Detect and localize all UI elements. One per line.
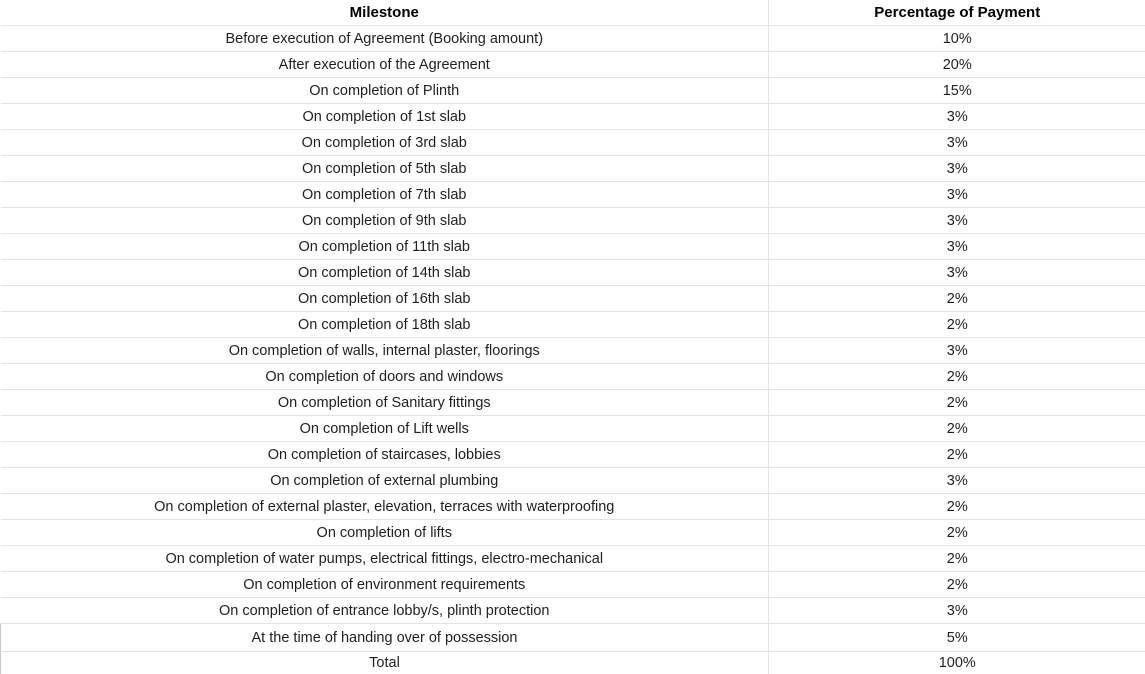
milestone-cell[interactable]: On completion of 7th slab: [1, 182, 769, 208]
milestone-cell[interactable]: On completion of Lift wells: [1, 416, 769, 442]
milestone-cell[interactable]: On completion of doors and windows: [1, 364, 769, 390]
percentage-cell[interactable]: 3%: [769, 598, 1145, 624]
milestone-cell[interactable]: On completion of 14th slab: [1, 260, 769, 286]
table-row: [1, 286, 1145, 312]
header-row: [1, 0, 1145, 26]
percentage-cell[interactable]: 10%: [769, 26, 1145, 52]
table-row: [1, 156, 1145, 182]
milestone-cell[interactable]: On completion of 16th slab: [1, 286, 769, 312]
percentage-cell[interactable]: 3%: [769, 130, 1145, 156]
table-row: [1, 572, 1145, 598]
percentage-cell[interactable]: 3%: [769, 260, 1145, 286]
percentage-cell[interactable]: 3%: [769, 338, 1145, 364]
percentage-cell[interactable]: 20%: [769, 52, 1145, 78]
table-row: [1, 234, 1145, 260]
milestone-cell[interactable]: On completion of 18th slab: [1, 312, 769, 338]
table-row: [1, 78, 1145, 104]
percentage-header[interactable]: Percentage of Payment: [769, 0, 1145, 26]
table-row: [1, 182, 1145, 208]
milestone-cell[interactable]: On completion of water pumps, electrical fittings, electro-mechanical: [1, 546, 769, 572]
milestone-cell[interactable]: On completion of 9th slab: [1, 208, 769, 234]
table-row: [1, 494, 1145, 520]
milestone-cell[interactable]: On completion of 1st slab: [1, 104, 769, 130]
milestone-cell[interactable]: On completion of external plumbing: [1, 468, 769, 494]
table-row: [1, 468, 1145, 494]
percentage-cell[interactable]: 3%: [769, 182, 1145, 208]
table-row: [1, 52, 1145, 78]
table-row: [1, 26, 1145, 52]
percentage-cell[interactable]: 3%: [769, 234, 1145, 260]
table-row: [1, 338, 1145, 364]
table-row: [1, 130, 1145, 156]
percentage-cell[interactable]: 2%: [769, 572, 1145, 598]
percentage-cell[interactable]: 15%: [769, 78, 1145, 104]
table-row: [1, 520, 1145, 546]
table-row: [1, 546, 1145, 572]
percentage-cell[interactable]: 3%: [769, 104, 1145, 130]
milestone-cell[interactable]: On completion of lifts: [1, 520, 769, 546]
table-row: [1, 312, 1145, 338]
percentage-cell[interactable]: 2%: [769, 416, 1145, 442]
milestone-cell[interactable]: On completion of environment requirements: [1, 572, 769, 598]
percentage-cell[interactable]: 2%: [769, 546, 1145, 572]
table-row: [1, 442, 1145, 468]
milestone-cell[interactable]: Before execution of Agreement (Booking amount): [1, 26, 769, 52]
percentage-cell[interactable]: 2%: [769, 390, 1145, 416]
milestone-header[interactable]: Milestone: [1, 0, 769, 26]
percentage-cell[interactable]: 3%: [769, 208, 1145, 234]
percentage-cell[interactable]: 2%: [769, 442, 1145, 468]
milestone-cell[interactable]: On completion of external plaster, elevation, terraces with waterproofing: [1, 494, 769, 520]
percentage-cell[interactable]: 3%: [769, 468, 1145, 494]
milestone-cell[interactable]: After execution of the Agreement: [1, 52, 769, 78]
milestone-cell[interactable]: On completion of Plinth: [1, 78, 769, 104]
milestone-cell[interactable]: On completion of Sanitary fittings: [1, 390, 769, 416]
milestone-cell[interactable]: On completion of entrance lobby/s, plinth protection: [1, 598, 769, 624]
milestone-cell[interactable]: On completion of 11th slab: [1, 234, 769, 260]
percentage-cell[interactable]: 2%: [769, 286, 1145, 312]
milestone-cell[interactable]: On completion of 3rd slab: [1, 130, 769, 156]
milestone-cell[interactable]: On completion of walls, internal plaster, floorings: [1, 338, 769, 364]
percentage-cell[interactable]: 2%: [769, 494, 1145, 520]
table-row: [1, 390, 1145, 416]
table-row: [1, 260, 1145, 286]
table-row: [1, 364, 1145, 390]
table-row: [1, 416, 1145, 442]
percentage-cell[interactable]: 3%: [769, 156, 1145, 182]
total-percentage-cell[interactable]: 100%: [769, 652, 1145, 674]
table-row: [1, 104, 1145, 130]
table-row: [1, 598, 1145, 624]
possession-row: [1, 624, 1145, 652]
percentage-cell[interactable]: 2%: [769, 312, 1145, 338]
table-row: [1, 208, 1145, 234]
possession-percentage-cell[interactable]: 5%: [769, 624, 1145, 652]
percentage-cell[interactable]: 2%: [769, 520, 1145, 546]
total-label-cell[interactable]: Total: [1, 652, 769, 674]
milestone-cell[interactable]: On completion of 5th slab: [1, 156, 769, 182]
possession-milestone-cell[interactable]: At the time of handing over of possession: [1, 624, 769, 652]
milestone-cell[interactable]: On completion of staircases, lobbies: [1, 442, 769, 468]
percentage-cell[interactable]: 2%: [769, 364, 1145, 390]
